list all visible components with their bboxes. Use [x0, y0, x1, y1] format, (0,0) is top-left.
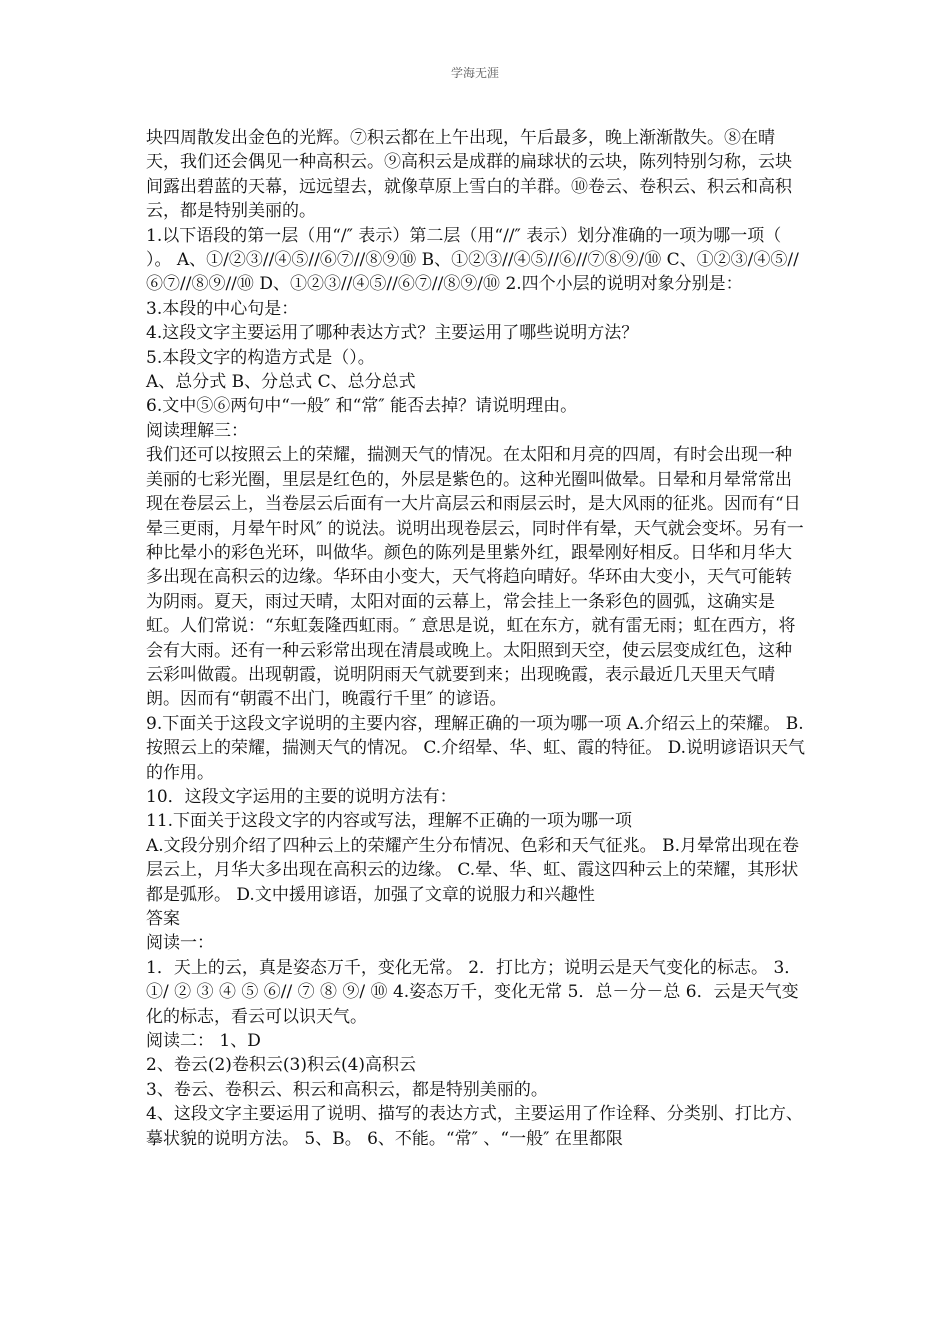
paragraph: A、总分式 B、分总式 C、总分总式: [146, 372, 416, 393]
page-header: 学海无涯: [450, 66, 499, 80]
section-heading: 答案: [146, 909, 180, 929]
paragraph: 3.本段的中心句是：: [146, 298, 299, 319]
paragraph: 块四周散发出金色的光辉。⑦积云都在上午出现，午后最多，晚上渐渐散失。⑧在晴天，我们还会偶见一种高积云。⑨高积云是成群的扁球状的云块，陈列特别匀称，云块间露出碧蓝的天幕，远远望去，就像草原上雪白的羊群。⑩卷云、卷积云、积云和高积云，都是特别美丽的。: [146, 128, 792, 222]
paragraph: 3、卷云、卷积云、积云和高积云，都是特别美丽的。: [146, 1079, 548, 1100]
paragraph: 1.以下语段的第一层（用“/″ 表示）第二层（用“//″ 表示）划分准确的一项为哪一项（ ）。 A、①/②③//④⑤//⑥⑦//⑧⑨⑩ B、①②③//④⑤//⑥//⑦⑧⑨/⑩ C、①②③/④⑤//⑥⑦//⑧⑨//⑩ D、①②③//④⑤//⑥⑦//⑧⑨/⑩ 2.四个小层的说明对象分别是：: [146, 225, 799, 295]
paragraph: 阅读二： 1、D: [146, 1031, 261, 1052]
paragraph: 10．这段文字运用的主要的说明方法有：: [146, 786, 457, 807]
section-heading: 阅读一：: [146, 933, 214, 954]
paragraph: 6.文中⑤⑥两句中“一般″ 和“常″ 能否去掉？请说明理由。: [146, 396, 578, 417]
paragraph: 2、卷云(2)卷积云(3)积云(4)高积云: [146, 1055, 417, 1076]
paragraph: 11.下面关于这段文字的内容或写法，理解不正确的一项为哪一项: [146, 811, 633, 832]
paragraph: 4.这段文字主要运用了哪种表达方式？主要运用了哪些说明方法？: [146, 323, 639, 344]
paragraph: 5.本段文字的构造方式是（）。: [146, 347, 375, 368]
section-heading: 阅读理解三：: [146, 420, 248, 441]
paragraph: A.文段分别介绍了四种云上的荣耀产生分布情况、色彩和天气征兆。 B.月晕常出现在卷层云上，月华大多出现在高积云的边缘。 C.晕、华、虹、霞这四种云上的荣耀，其形状都是弧形。 D.文中援用谚语，加强了文章的说服力和兴趣性: [146, 835, 799, 905]
paragraph: 4、这段文字主要运用了说明、描写的表达方式，主要运用了作诠释、分类别、打比方、摹状貌的说明方法。 5、B。 6、不能。“常″ 、“一般″ 在里都限: [146, 1104, 803, 1149]
paragraph: 1．天上的云，真是姿态万千，变化无常。 2．打比方；说明云是天气变化的标志。 3．①/ ② ③ ④ ⑤ ⑥// ⑦ ⑧ ⑨/ ⑩ 4.姿态万千，变化无常 5．总－分－总 6．云是天气变化的标志，看云可以识天气。: [146, 957, 802, 1027]
paragraph: 9.下面关于这段文字说明的主要内容，理解正确的一项为哪一项 A.介绍云上的荣耀。 B.按照云上的荣耀，揣测天气的情况。 C.介绍晕、华、虹、霞的特征。 D.说明谚语识天气的作用。: [146, 713, 806, 783]
document-body: [146, 126, 806, 1151]
paragraph: 我们还可以按照云上的荣耀，揣测天气的情况。在太阳和月亮的四周，有时会出现一种美丽的七彩光圈，里层是红色的，外层是紫色的。这种光圈叫做晕。日晕和月晕常常出现在卷层云上，当卷层云后面有一大片高层云和雨层云时，是大风雨的征兆。因而有“日晕三更雨，月晕午时风″ 的说法。说明出现卷层云，同时伴有晕，天气就会变坏。另有一种比晕小的彩色光环，叫做华。颜色的陈列是里紫外红，跟晕刚好相反。日华和月华大多出现在高积云的边缘。华环由小变大，天气将趋向晴好。华环由大变小，天气可能转为阴雨。夏天，雨过天晴，太阳对面的云幕上，常会挂上一条彩色的圆弧，这确实是虹。人们常说：“东虹轰隆西虹雨。″ 意思是说，虹在东方，就有雷无雨；虹在西方，将会有大雨。还有一种云彩常出现在清晨或晚上。太阳照到天空，使云层变成红色，这种云彩叫做霞。出现朝霞，说明阴雨天气就要到来；出现晚霞，表示最近几天里天气晴朗。因而有“朝霞不出门，晚霞行千里″ 的谚语。: [146, 445, 804, 710]
